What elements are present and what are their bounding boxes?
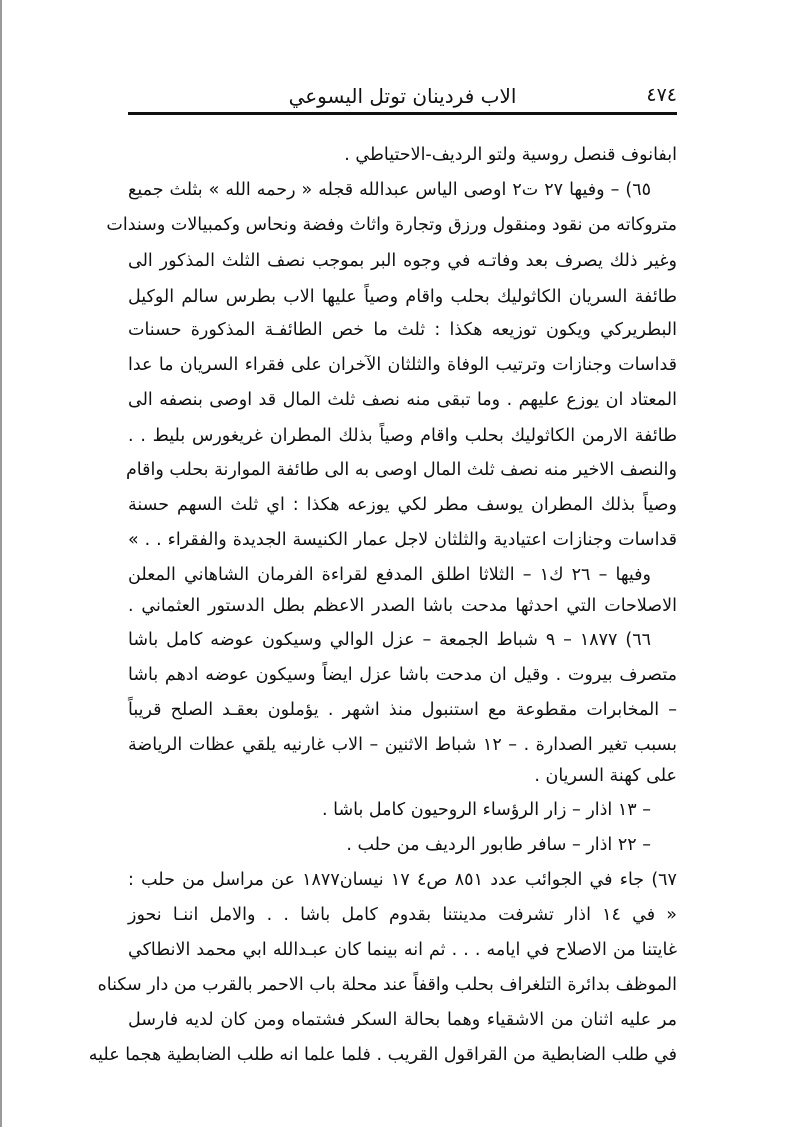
- text-line: بسبب تغير الصدارة . – ١٢ شباط الاثنين – الاب غارنيه يلقي عظات الرياضة: [128, 735, 677, 755]
- running-header: [128, 84, 677, 114]
- text-line: غايتنا من الاصلاح في ايامه . . . ثم انه بينما كان عبـدالله ابي محمد الانطاكي: [128, 940, 677, 960]
- header-rule: [128, 112, 677, 115]
- text-line: متصرف بيروت . وقيل ان مدحت باشا عزل ايضاً وسيكون عوضه ادهم باشا: [128, 665, 677, 685]
- text-line: في طلب الضابطية من القراقول القريب . فلما علما انه طلب الضابطية هجما عليه: [88, 1045, 677, 1065]
- text-line: – ١٣ اذار – زار الرؤساء الروحيون كامل باشا .: [322, 800, 651, 820]
- text-line: ٦٧) جاء في الجوائب عدد ٨٥١ ص٤ ١٧ نيسان١٨٧٧ عن مراسل من حلب :: [128, 870, 677, 890]
- text-line: « في ١٤ اذار تشرفت مدينتنا بقدوم كامل باشا . . والامل اننـا نحوز: [128, 905, 677, 925]
- text-line: ابفانوف قنصل روسية ولتو الرديف-الاحتياطي .: [344, 145, 677, 165]
- text-line: على كهنة السريان .: [534, 766, 677, 786]
- text-line: – ٢٢ اذار – سافر طابور الرديف من حلب .: [346, 835, 651, 855]
- text-line: متروكاته من نقود ومنقول ورزق وتجارة واثاث وفضة ونحاس وكمبيالات وسندات: [106, 215, 677, 235]
- text-line: البطريركي ويكون توزيعه هكذا : ثلث ما خص الطائفـة المذكورة حسنات: [128, 320, 677, 340]
- page-left-edge: [0, 0, 2, 1127]
- text-line: والنصف الاخير منه نصف ثلث المال اوصى به الى طائفة الموارنة بحلب واقام: [125, 460, 677, 480]
- text-line: الموظف بدائرة التلغراف بحلب واقفاً عند محلة باب الاحمر بالقرب من دار سكناه: [97, 975, 677, 995]
- page-number: ٤٧٤: [646, 84, 677, 106]
- text-line: ٦٦) ١٨٧٧ – ٩ شباط الجمعة – عزل الوالي وسيكون عوضه كامل باشا: [128, 630, 651, 650]
- text-line: قداسات وجنازات اعتيادية والثلثان لاجل عمار الكنيسة الجديدة والفقراء . . »: [128, 530, 677, 550]
- text-line: المعتاد ان يوزع عليهم . وما تبقى منه نصف ثلث المال قد اوصى بنصفه الى: [128, 390, 677, 410]
- text-line: ٦٥) – وفيها ٢٧ ت٢ اوصى الياس عبدالله قجله « رحمه الله » بثلث جميع: [128, 180, 651, 200]
- text-line: وفيها – ٢٦ ك١ – الثلاثا اطلق المدفع لقراءة الفرمان الشاهاني المعلن: [128, 565, 651, 585]
- text-line: وغير ذلك يصرف بعد وفاتـه في وجوه البر بموجب نصف الثلث المذكور الى: [128, 251, 677, 271]
- text-line: طائفة الارمن الكاثوليك بحلب واقام وصياً بذلك المطران غريغورس بليط . .: [128, 426, 677, 446]
- text-line: مر عليه اثنان من الاشقياء وهما بحالة السكر فشتماه ومن كان لديه فارسل: [128, 1010, 677, 1030]
- running-title: الاب فردينان توتل اليسوعي: [288, 84, 517, 108]
- text-line: طائفة السريان الكاثوليك بحلب واقام وصياً عليها الاب بطرس سالم الوكيل: [128, 287, 677, 307]
- text-line: – المخابرات مقطوعة مع استنبول منذ اشهر . يؤملون بعقـد الصلح قريباً: [128, 700, 677, 720]
- text-line: وصياً بذلك المطران يوسف مطر لكي يوزعه هكذا : اي ثلث السهم حسنة: [128, 495, 677, 515]
- text-line: قداسات وجنازات وترتيب الوفاة والثلثان الآخران على فقراء السريان ما عدا: [128, 355, 677, 375]
- text-line: الاصلاحات التي احدثها مدحت باشا الصدر الاعظم بطل الدستور العثماني .: [128, 596, 677, 616]
